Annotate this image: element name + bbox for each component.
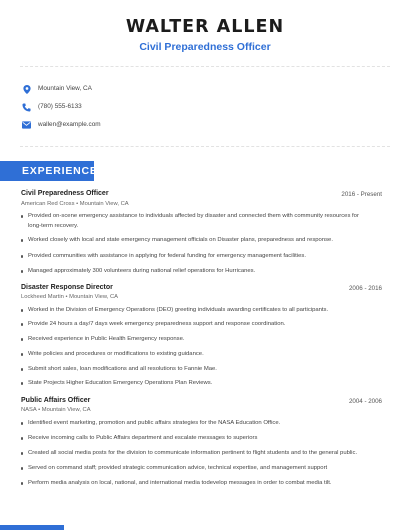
job-employer: NASA (21, 407, 37, 413)
list-item: Provide 24 hours a day/7 days week emergency preparedness support and response coordination. (21, 320, 366, 330)
divider (20, 146, 390, 147)
job-location: Mountain View, CA (41, 407, 91, 413)
contact-email[interactable] (22, 119, 101, 131)
divider (20, 66, 390, 67)
job-title: Civil Preparedness Officer (21, 190, 109, 197)
list-item: Managed approximately 300 volunteers during national relief operations for Hurricanes. (21, 267, 366, 277)
job-employer: Lockheed Martin (21, 294, 64, 300)
job-employer-line: NASA • Mountain View, CA (21, 407, 91, 413)
list-item: State Projects Higher Education Emergency Operations Plan Reviews. (21, 379, 366, 389)
job-employer-line: American Red Cross • Mountain View, CA (21, 201, 129, 207)
job-dates: 2016 - Present (341, 191, 382, 198)
list-item: Perform media analysis on local, national, and international media todevelop messages in order to combat media tilt. (21, 479, 366, 489)
contact-phone-text: (780) 555-6133 (38, 103, 82, 110)
job-employer-line: Lockheed Martin • Mountain View, CA (21, 294, 118, 300)
email-icon (22, 121, 31, 130)
job-title: Public Affairs Officer (21, 397, 91, 404)
list-item: Received experience in Public Health Emergency response. (21, 335, 366, 345)
list-item: Submit short sales, loan modifications and all resolutions to Fannie Mae. (21, 365, 366, 375)
contact-phone (22, 101, 82, 113)
phone-icon (22, 103, 31, 112)
job-title: Disaster Response Director (21, 284, 113, 291)
list-item: Provided on-scene emergency assistance to individuals affected by disaster and connected them with community resources for long-term recovery. (21, 212, 366, 231)
list-item: Provided communities with assistance in applying for federal funding for emergency management facilities. (21, 252, 366, 262)
list-item: Worked in the Division of Emergency Operations (DEO) greeting individuals awarding certificates to all participants. (21, 306, 366, 316)
contact-location (22, 83, 92, 95)
job-location: Mountain View, CA (69, 294, 118, 300)
job-location: Mountain View, CA (79, 201, 129, 207)
list-item: Served on command staff; provided strategic communication advice, technical expertise, and management support (21, 464, 366, 474)
candidate-title: Civil Preparedness Officer (139, 41, 271, 53)
experience-section-header: EXPERIENCE (0, 161, 94, 181)
list-item: Worked closely with local and state emergency management officials on Disaster plans, preparedness and response. (21, 236, 366, 246)
job-dates: 2006 - 2016 (348, 285, 382, 292)
list-item: Write policies and procedures or modifications to existing guidance. (21, 350, 366, 360)
job-employer: American Red Cross (21, 201, 75, 207)
list-item: Identified event marketing, promotion and public affairs strategies for the NASA Education Office. (21, 419, 366, 429)
candidate-name: WALTER ALLEN (125, 17, 285, 37)
contact-email-text[interactable]: wallen@example.com (38, 121, 101, 128)
location-pin-icon (22, 85, 31, 94)
list-item: Created all social media posts for the division to communicate information pertinent to flight students and to the general public. (21, 449, 366, 459)
next-section-banner (0, 525, 64, 530)
job-dates: 2004 - 2006 (348, 398, 382, 405)
contact-location-text: Mountain View, CA (38, 85, 92, 92)
list-item: Receive incoming calls to Public Affairs department and escalate messages to superiors (21, 434, 366, 444)
